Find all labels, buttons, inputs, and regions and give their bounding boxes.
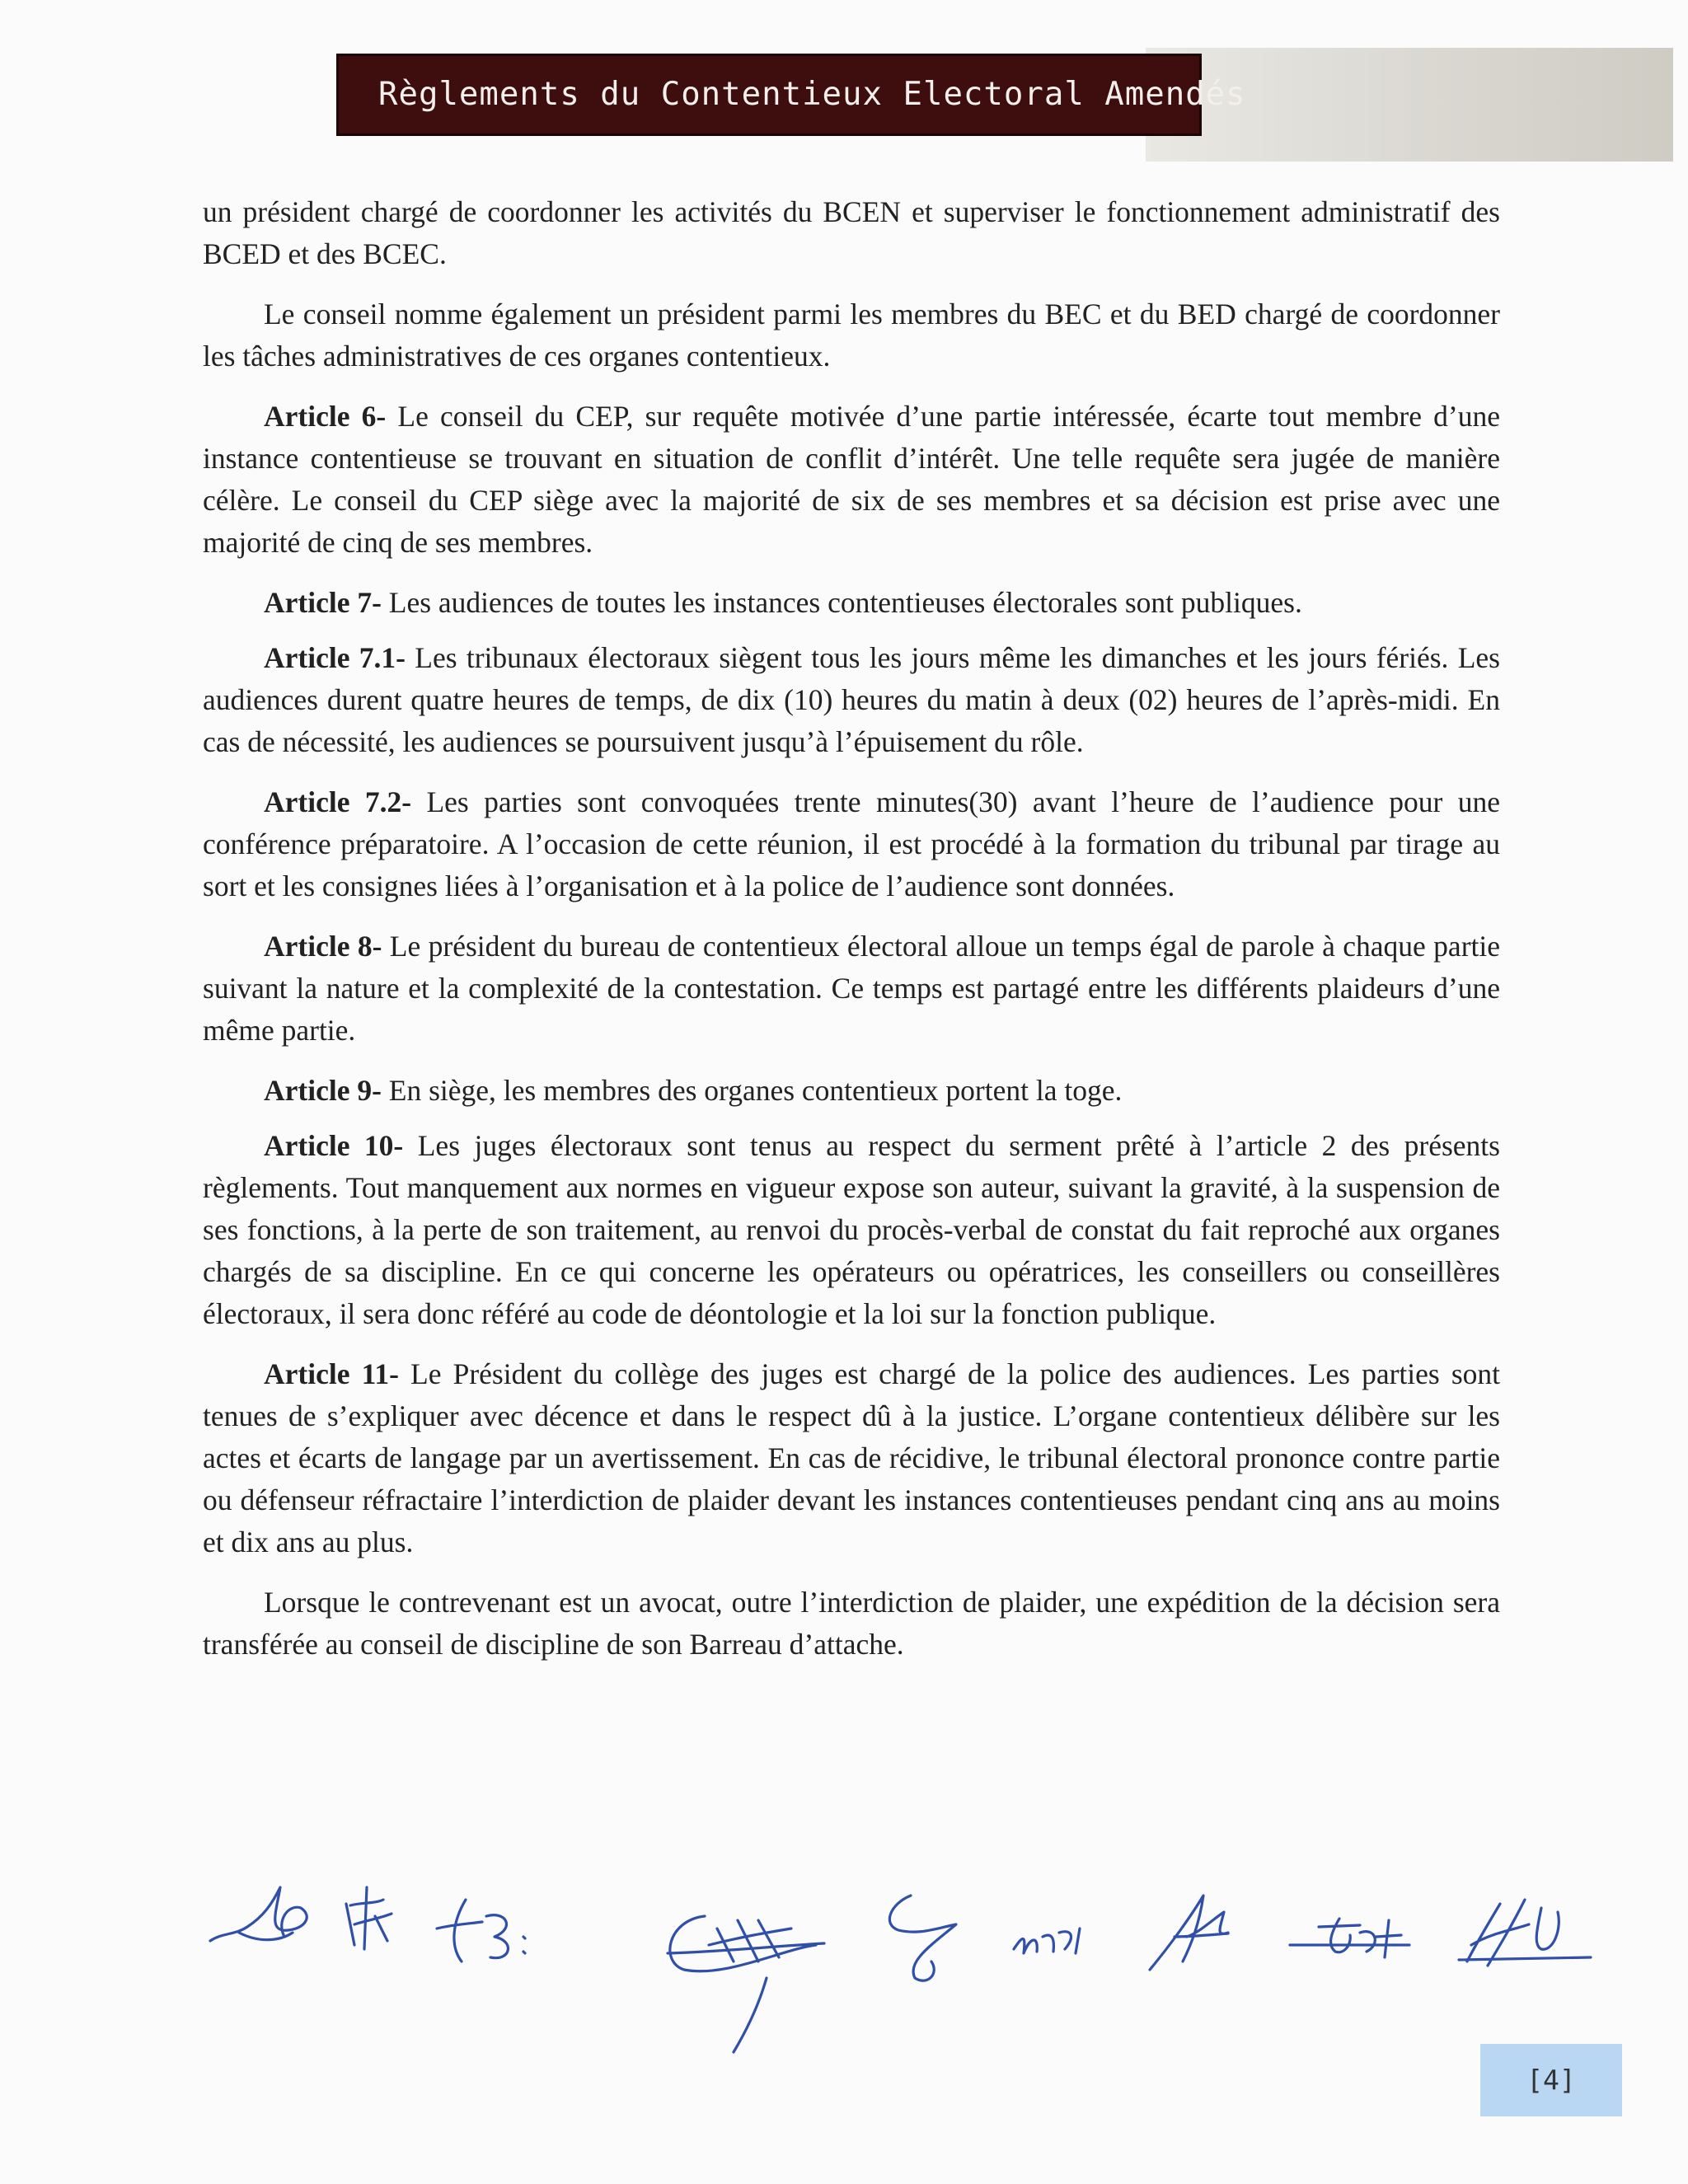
article-label: Article 7-: [264, 586, 382, 619]
article-paragraph: [203, 781, 1500, 907]
document-body: [203, 191, 1500, 1684]
paragraph-text: Lorsque le contrevenant est un avocat, outre l’interdiction de plaider, une expédition de la décision sera transférée au conseil de discipline de son Barreau d’attache.: [203, 1586, 1500, 1661]
article-paragraph: [203, 396, 1500, 564]
article-paragraph: [203, 582, 1500, 624]
signature: [1290, 1919, 1409, 1957]
article-text: Le président du bureau de contentieux électoral alloue un temps égal de parole à chaque partie suivant la nature et la complexité de la contestation. Ce temps est partagé entre les différents plaideurs d’une même partie.: [203, 930, 1500, 1047]
paragraph: [203, 1582, 1500, 1666]
page-number: [4]: [1480, 2044, 1622, 2116]
article-label: Article 6-: [264, 400, 387, 433]
document-title: Règlements du Contentieux Electoral Amendés: [378, 76, 1246, 113]
signature: [1150, 1896, 1228, 1970]
paragraph: [203, 293, 1500, 377]
article-label: Article 8-: [264, 930, 382, 963]
article-paragraph: [203, 1070, 1500, 1112]
article-paragraph: [203, 926, 1500, 1052]
article-text: Les audiences de toutes les instances contentieuses électorales sont publiques.: [381, 586, 1302, 619]
article-label: Article 9-: [264, 1074, 382, 1107]
article-text: Le Président du collège des juges est chargé de la police des audiences. Les parties sont tenues de s’expliquer avec décence et dans le respect dû à la justice. L’organe contentieux délibère sur les actes et écarts de langage par un avertissement. En cas de récidive, le tribunal électoral prononce contre partie ou défenseur réfractaire l’interdiction de plaider devant les instances contentieuses pendant cinq ans au moins et dix ans au plus.: [203, 1357, 1500, 1558]
article-label: Article 7.2-: [264, 785, 412, 818]
article-text: Les parties sont convoquées trente minutes(30) avant l’heure de l’audience pour une conférence préparatoire. A l’occasion de cette réunion, il est procédé à la formation du tribunal par tirage au sort et les consignes liées à l’organisation et à la police de l’audience sont données.: [203, 785, 1500, 902]
article-text: Les juges électoraux sont tenus au respect du serment prêté à l’article 2 des présents règlements. Tout manquement aux normes en vigueur expose son auteur, suivant la gravité, à la suspension de ses fonctions, à la perte de son traitement, au renvoi du procès-verbal de constat du fait reproché aux organes chargés de sa discipline. En ce qui concerne les opérateurs ou opératrices, les conseillers ou conseillères électoraux, il sera donc référé au code de déontologie et la loi sur la fonction publique.: [203, 1129, 1500, 1330]
signature: [437, 1900, 525, 1961]
signature: [889, 1896, 956, 1980]
signature: [1014, 1929, 1080, 1953]
document-title-bar: [336, 54, 1246, 136]
signature: [1459, 1900, 1591, 1966]
paragraph: [203, 191, 1500, 275]
article-text: En siège, les membres des organes contentieux portent la toge.: [381, 1074, 1123, 1107]
paragraph-text: un président chargé de coordonner les activités du BCEN et superviser le fonctionnement administratif des BCED et des BCEC.: [203, 195, 1500, 270]
article-label: Article 7.1-: [264, 641, 406, 674]
signatures-row: [190, 1854, 1657, 2060]
article-label: Article 11-: [264, 1357, 399, 1390]
article-text: Le conseil du CEP, sur requête motivée d’une partie intéressée, écarte tout membre d’une instance contentieuse se trouvant en situation de conflit d’intérêt. Une telle requête sera jugée de manière célère. Le conseil du CEP siège avec la majorité de six de ses membres et sa décision est prise avec une majorité de cinq de ses membres.: [203, 400, 1500, 559]
signature: [346, 1887, 392, 1949]
article-text: Les tribunaux électoraux siègent tous les jours même les dimanches et les jours fériés. Les audiences durent quatre heures de temps, de dix (10) heures du matin à deux (02) heures de l’après-midi. En cas de nécessité, les audiences se poursuivent jusqu’à l’épuisement du rôle.: [203, 641, 1500, 758]
paragraph-text: Le conseil nomme également un président parmi les membres du BEC et du BED chargé de coordonner les tâches administratives de ces organes contentieux.: [203, 298, 1500, 373]
article-label: Article 10-: [264, 1129, 404, 1162]
article-paragraph: [203, 637, 1500, 763]
signature: [668, 1916, 824, 2052]
article-paragraph: [203, 1125, 1500, 1335]
signature: [210, 1887, 307, 1941]
article-paragraph: [203, 1353, 1500, 1563]
